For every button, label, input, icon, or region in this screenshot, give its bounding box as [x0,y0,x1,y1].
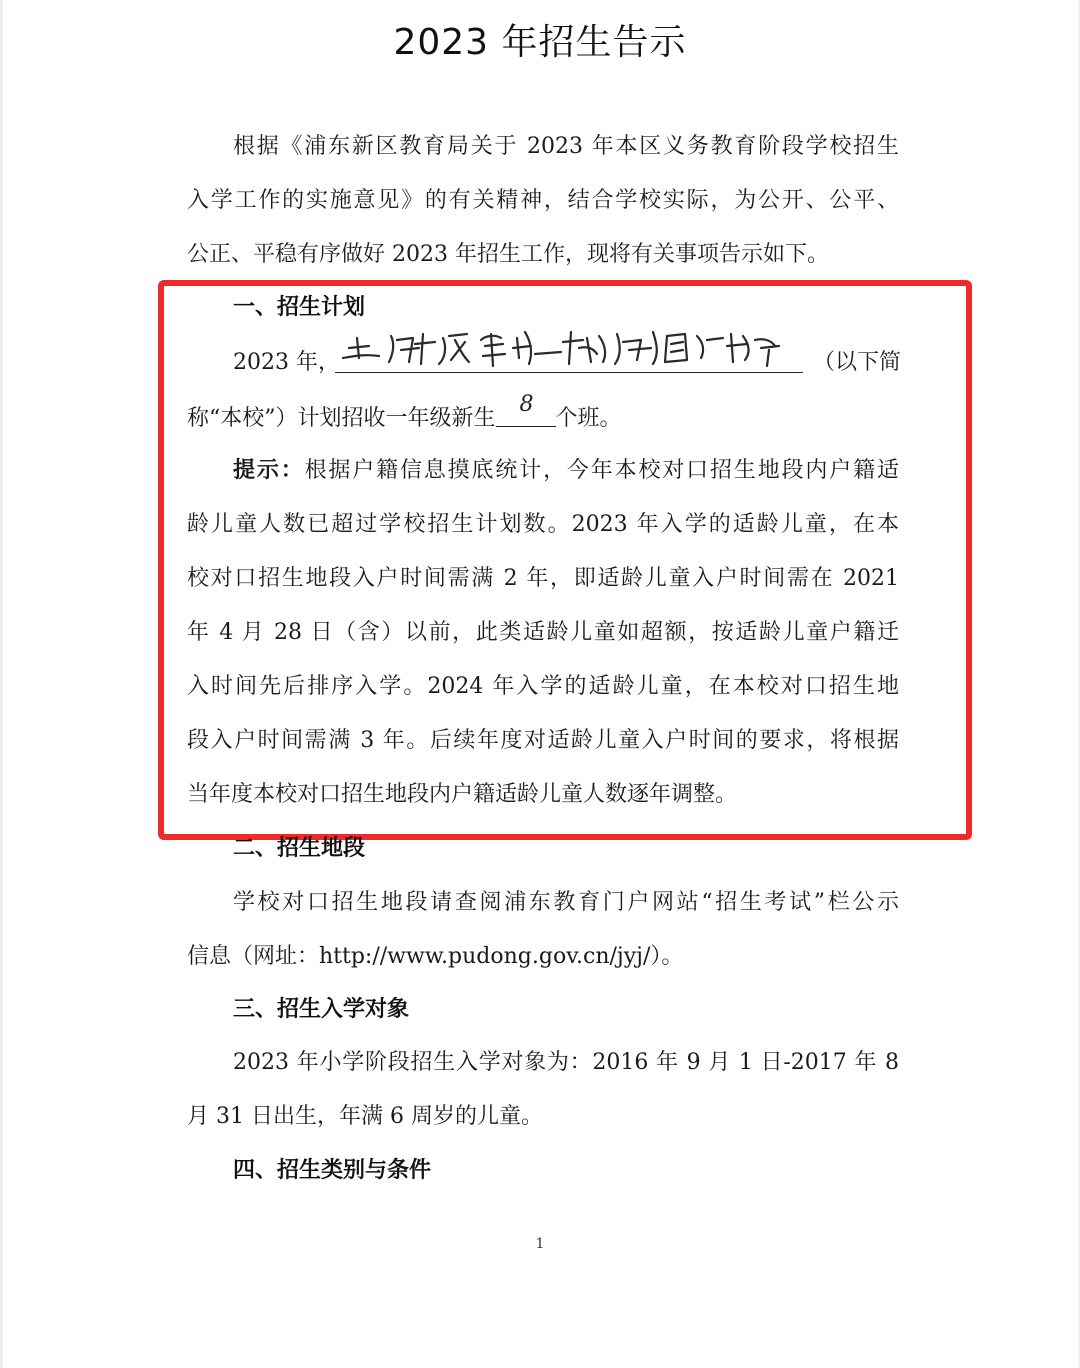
eligibility-line: 2023 年小学阶段招生入学对象为：2016 年 9 月 1 日-2017 年 8 [233,1050,899,1075]
red-highlight-box [158,280,972,840]
plan-line-2-suffix: 个班。 [555,406,622,431]
eligibility-line: 月 31 日出生，年满 6 周岁的儿童。 [187,1104,543,1129]
plan-suffix: （以下简 [813,350,902,375]
section-heading-plan: 一、招生计划 [233,295,366,320]
notice-line: 入时间先后排序入学。2024 年入学的适龄儿童，在本校对口招生地 [187,674,899,699]
notice-line: 段入户时间需满 3 年。后续年度对适龄儿童入户时间的要求，将根据 [187,728,899,753]
handwritten-class-count: 8 [519,392,534,417]
notice-line: 年 4 月 28 日（含）以前，此类适龄儿童如超额，按适龄儿童户籍迁 [187,620,899,645]
section-heading-categories: 四、招生类别与条件 [233,1158,432,1183]
notice-line: 校对口招生地段入户时间需满 2 年，即适龄儿童入户时间需在 2021 [187,566,899,591]
notice-line: 龄儿童人数已超过学校招生计划数。2023 年入学的适龄儿童，在本 [187,512,899,537]
page-number: 1 [535,1236,545,1252]
notice-line: 当年度本校对口招生地段内户籍适龄儿童人数逐年调整。 [187,782,738,807]
plan-line-2-prefix: 称“本校”）计划招收一年级新生 [187,406,496,431]
district-line: 学校对口招生地段请查阅浦东教育门户网站“招生考试”栏公示 [233,890,899,915]
scan-edge [0,0,3,1368]
document-title: 2023 年招生告示 [393,22,687,63]
intro-line: 公正、平稳有序做好 2023 年招生工作，现将有关事项告示如下。 [187,242,829,267]
plan-prefix: 2023 年， [233,350,340,375]
notice-label: 提示： [233,458,305,483]
section-heading-eligibility: 三、招生入学对象 [233,997,410,1022]
district-line: 信息（网址：http://www.pudong.gov.cn/jyj/）。 [187,944,684,969]
notice-first-text: 根据户籍信息摸底统计，今年本校对口招生地段内户籍适 [304,458,899,483]
section-heading-district: 二、招生地段 [233,836,366,861]
intro-line: 根据《浦东新区教育局关于 2023 年本区义务教育阶段学校招生 [233,134,899,159]
intro-line: 入学工作的实施意见》的有关精神，结合学校实际，为公开、公平、 [187,188,899,213]
